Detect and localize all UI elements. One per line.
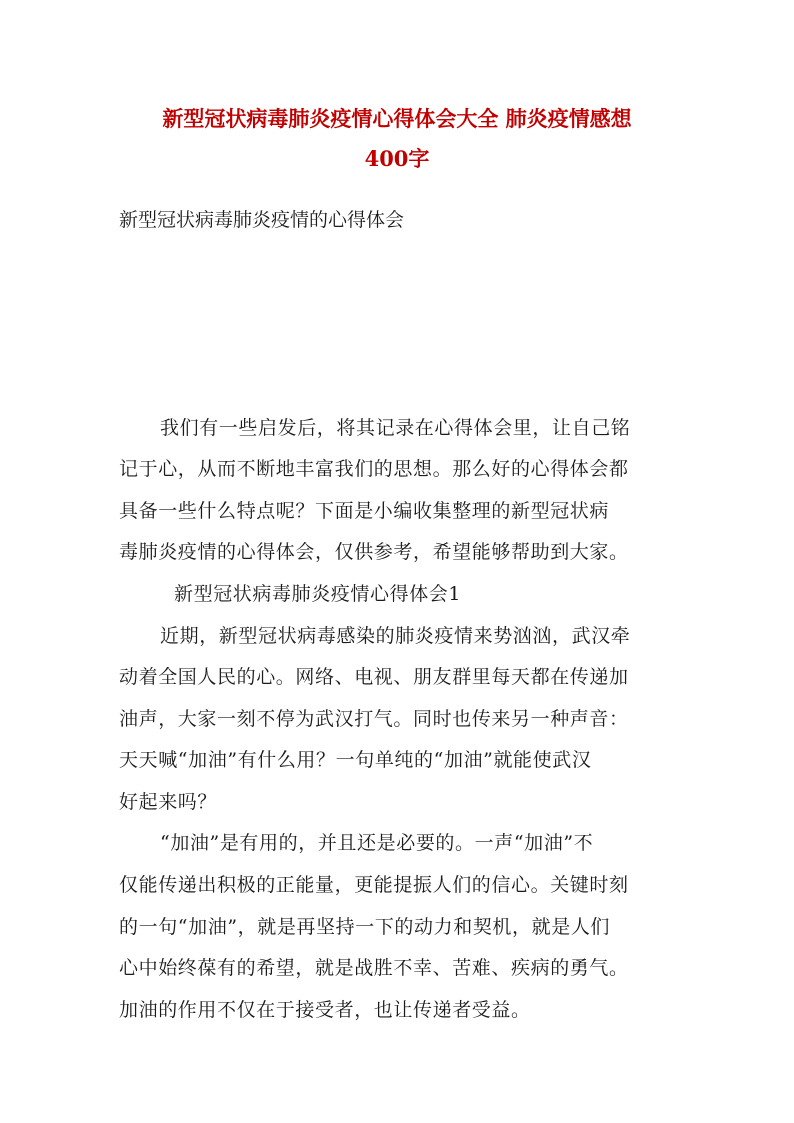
paragraph1-line: 天天喊“加油”有什么用？一句单纯的“加油”就能使武汉 (119, 749, 592, 771)
intro-line: 毒肺炎疫情的心得体会，仅供参考，希望能够帮助到大家。 (119, 541, 629, 563)
intro-line: 我们有一些启发后，将其记录在心得体会里，让自己铭 (160, 417, 631, 439)
paragraph2-line: 心中始终葆有的希望，就是战胜不幸、苦难、疾病的勇气。 (119, 957, 629, 979)
paragraph1-line: 油声，大家一刻不停为武汉打气。同时也传来另一种声音： (119, 708, 629, 730)
paragraph2-line: 的一句“加油”，就是再坚持一下的动力和契机，就是人们 (119, 916, 611, 938)
intro-line: 具备一些什么特点呢？下面是小编收集整理的新型冠状病 (119, 500, 610, 522)
paragraph1-line: 动着全国人民的心。网络、电视、朋友群里每天都在传递加 (119, 666, 629, 688)
paragraph1-line: 近期，新型冠状病毒感染的肺炎疫情来势汹汹，武汉牵 (160, 625, 631, 647)
paragraph1-line: 好起来吗？ (119, 791, 218, 813)
section-heading: 新型冠状病毒肺炎疫情心得体会1 (174, 583, 462, 605)
document-title-line-2: 400字 (364, 146, 430, 171)
paragraph2-line: “加油”是有用的，并且还是必要的。一声“加油”不 (160, 832, 594, 854)
paragraph2-line: 加油的作用不仅在于接受者，也让传递者受益。 (119, 999, 531, 1021)
intro-line: 记于心，从而不断地丰富我们的思想。那么好的心得体会都 (119, 458, 629, 480)
document-subtitle: 新型冠状病毒肺炎疫情的心得体会 (119, 209, 405, 231)
paragraph2-line: 仅能传递出积极的正能量，更能提振人们的信心。关键时刻 (119, 874, 629, 896)
document-title-line-1: 新型冠状病毒肺炎疫情心得体会大全 肺炎疫情感想 (162, 106, 632, 131)
